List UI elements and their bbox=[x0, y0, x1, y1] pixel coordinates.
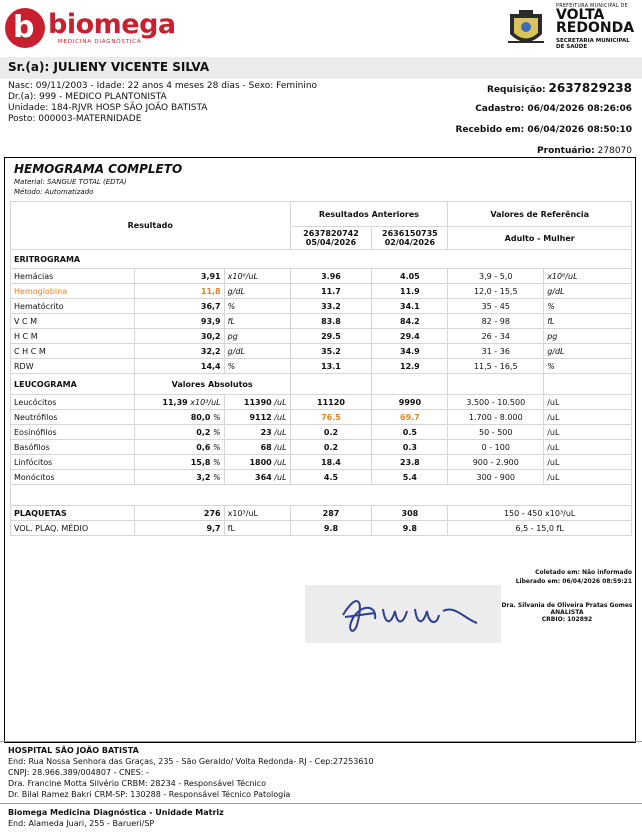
prev2-id: 2636150735 bbox=[382, 229, 438, 238]
analyte-ref: 12,0 - 15,5 bbox=[448, 284, 544, 299]
analyte-prev1: 4.5 bbox=[290, 470, 372, 485]
plaq-value: 276 bbox=[134, 506, 224, 521]
collected-date: Coletado em: Não informado bbox=[535, 569, 632, 576]
analyte-unit: x10⁶/uL bbox=[224, 269, 290, 284]
analyte-name: Leucócitos bbox=[11, 395, 135, 410]
table-row bbox=[11, 395, 632, 410]
table-row bbox=[11, 344, 632, 359]
analyte-value: 80,0 bbox=[190, 412, 211, 422]
analyte-name: Linfócitos bbox=[11, 455, 135, 470]
analyte-name: Hematócrito bbox=[11, 299, 135, 314]
analyte-prev2: 4.05 bbox=[372, 269, 448, 284]
biomega-logo-letter: b bbox=[13, 10, 35, 45]
analyte-absolute bbox=[224, 470, 290, 485]
prev1-date: 05/04/2026 bbox=[305, 238, 357, 247]
eritrograma-rows bbox=[11, 269, 632, 374]
analyte-ref-unit: fL bbox=[544, 314, 632, 329]
plaq-name: PLAQUETAS bbox=[11, 506, 135, 521]
analyte-ref: 900 - 2.900 bbox=[448, 455, 544, 470]
vpm-prev1: 9.8 bbox=[290, 521, 372, 536]
requisition-label: Requisição: bbox=[487, 85, 546, 95]
analyte-unit: % bbox=[213, 442, 221, 452]
hospital-address: End: Rua Nossa Senhora das Graças, 235 - São Geraldo/ Volta Redonda- RJ - Cep:27253610 bbox=[8, 757, 374, 766]
analyte-value: 32,2 bbox=[134, 344, 224, 359]
secretaria-line1: SECRETARIA MUNICIPAL bbox=[556, 38, 630, 44]
prontuario-label: Prontuário: bbox=[537, 146, 595, 156]
analyte-prev1: 11120 bbox=[290, 395, 372, 410]
analyte-ref-unit: /uL bbox=[544, 410, 632, 425]
hospital-title: HOSPITAL SÃO JOÃO BATISTA bbox=[8, 746, 139, 755]
city-name-line2: REDONDA bbox=[556, 20, 635, 36]
analyte-unit: % bbox=[213, 427, 221, 437]
analyte-value: 0,6 bbox=[196, 442, 211, 452]
header-referencia: Valores de Referência bbox=[448, 202, 632, 227]
footer-divider bbox=[0, 741, 642, 742]
analyte-prev2: 12.9 bbox=[372, 359, 448, 374]
analyte-prev1: 33.2 bbox=[290, 299, 372, 314]
plaq-ref: 150 - 450 x10³/uL bbox=[448, 506, 632, 521]
prev1-header bbox=[290, 227, 372, 250]
analyte-relative bbox=[134, 410, 224, 425]
analyte-prev2: 0.5 bbox=[372, 425, 448, 440]
analyte-absolute bbox=[224, 395, 290, 410]
analyte-abs-value: 9112 bbox=[249, 412, 272, 422]
analyte-prev2: 69.7 bbox=[372, 410, 448, 425]
analyte-relative bbox=[134, 440, 224, 455]
analyte-absolute bbox=[224, 410, 290, 425]
analyte-ref-unit: /uL bbox=[544, 425, 632, 440]
analyte-abs-unit: /uL bbox=[274, 457, 287, 467]
analyte-unit: fL bbox=[224, 314, 290, 329]
hospital-cnpj: CNPJ: 28.966.389/004807 - CNES: - bbox=[8, 768, 149, 777]
analyte-name: H C M bbox=[11, 329, 135, 344]
vpm-unit: fL bbox=[224, 521, 290, 536]
analyst-name: Dra. Silvania de Oliveira Pratas Gomes bbox=[501, 602, 633, 609]
section-row bbox=[11, 374, 632, 395]
table-row bbox=[11, 269, 632, 284]
city-name-line1: VOLTA bbox=[556, 7, 605, 23]
analyte-name: Neutrófilos bbox=[11, 410, 135, 425]
prontuario bbox=[537, 146, 632, 156]
analyte-unit: pg bbox=[224, 329, 290, 344]
prefeitura-label: PREFEITURA MUNICIPAL DE bbox=[556, 4, 628, 9]
requisition-number: 2637829238 bbox=[548, 81, 632, 95]
prev2-date: 02/04/2026 bbox=[384, 238, 436, 247]
table-header-row bbox=[11, 202, 632, 227]
released-date: Liberado em: 06/04/2026 08:59:21 bbox=[515, 578, 632, 585]
spacer-row bbox=[11, 485, 632, 506]
prev1-id: 2637820742 bbox=[303, 229, 359, 238]
exam-title: HEMOGRAMA COMPLETO bbox=[14, 162, 183, 176]
analyte-value: 11,39 bbox=[162, 397, 188, 407]
table-row bbox=[11, 284, 632, 299]
plaq-prev1: 287 bbox=[290, 506, 372, 521]
analyte-name: Basófilos bbox=[11, 440, 135, 455]
analyte-prev1: 3.96 bbox=[290, 269, 372, 284]
analyte-prev1: 11.7 bbox=[290, 284, 372, 299]
analyte-ref: 31 - 36 bbox=[448, 344, 544, 359]
volta-redonda-crest-icon bbox=[502, 6, 550, 52]
analyte-value: 15,8 bbox=[190, 457, 211, 467]
analyst-role: ANALISTA bbox=[550, 609, 584, 616]
analyte-prev1: 83.8 bbox=[290, 314, 372, 329]
secretaria-line2: DE SAÚDE bbox=[556, 44, 588, 50]
analyte-unit: % bbox=[213, 472, 221, 482]
cadastro-date: Cadastro: 06/04/2026 08:26:06 bbox=[475, 104, 632, 114]
analyte-name: Eosinófilos bbox=[11, 425, 135, 440]
analyte-ref: 50 - 500 bbox=[448, 425, 544, 440]
analyte-abs-value: 1800 bbox=[249, 457, 272, 467]
analyte-ref: 3,9 - 5,0 bbox=[448, 269, 544, 284]
analyst-info bbox=[500, 602, 634, 623]
analyte-prev2: 9990 bbox=[372, 395, 448, 410]
analyte-abs-unit: /uL bbox=[274, 442, 287, 452]
prontuario-number: 278070 bbox=[597, 146, 632, 156]
analyte-abs-unit: /uL bbox=[274, 397, 287, 407]
analyte-value: 36,7 bbox=[134, 299, 224, 314]
header-resultado: Resultado bbox=[11, 202, 291, 250]
analyte-abs-unit: /uL bbox=[274, 472, 287, 482]
analyte-prev1: 0.2 bbox=[290, 425, 372, 440]
biomega-title: Biomega Medicina Diagnóstica - Unidade Matriz bbox=[8, 808, 224, 817]
analyte-value: 3,2 bbox=[196, 472, 211, 482]
analyte-ref-unit: /uL bbox=[544, 395, 632, 410]
table-row bbox=[11, 329, 632, 344]
analyte-value: 30,2 bbox=[134, 329, 224, 344]
exam-material: Material: SANGUE TOTAL (EDTA) bbox=[14, 178, 127, 186]
analyte-prev2: 34.9 bbox=[372, 344, 448, 359]
analyte-abs-value: 11390 bbox=[243, 397, 272, 407]
analyte-abs-value: 68 bbox=[260, 442, 272, 452]
analyte-unit: % bbox=[213, 412, 221, 422]
analyte-relative bbox=[134, 470, 224, 485]
header-absolutos: Valores Absolutos bbox=[134, 374, 290, 395]
analyte-prev2: 5.4 bbox=[372, 470, 448, 485]
table-row bbox=[11, 410, 632, 425]
analyte-ref: 82 - 98 bbox=[448, 314, 544, 329]
analyte-name: RDW bbox=[11, 359, 135, 374]
analyte-ref: 0 - 100 bbox=[448, 440, 544, 455]
analyte-absolute bbox=[224, 455, 290, 470]
analyte-ref-unit: g/dL bbox=[544, 284, 632, 299]
vpm-prev2: 9.8 bbox=[372, 521, 448, 536]
analyte-prev2: 84.2 bbox=[372, 314, 448, 329]
analyte-name: Monócitos bbox=[11, 470, 135, 485]
results-table bbox=[10, 201, 632, 536]
analyte-ref-unit: /uL bbox=[544, 455, 632, 470]
analyte-unit: x10³/uL bbox=[190, 397, 221, 407]
report-header bbox=[0, 0, 642, 56]
section-leucograma: LEUCOGRAMA bbox=[11, 374, 135, 395]
vpm-ref: 6,5 - 15,0 fL bbox=[448, 521, 632, 536]
analyte-ref-unit: % bbox=[544, 299, 632, 314]
analyte-ref-unit: /uL bbox=[544, 440, 632, 455]
analyte-ref: 3.500 - 10.500 bbox=[448, 395, 544, 410]
table-row bbox=[11, 359, 632, 374]
analyte-value: 3,91 bbox=[134, 269, 224, 284]
analyte-abs-value: 23 bbox=[260, 427, 272, 437]
analyte-ref-unit: x10⁶/uL bbox=[544, 269, 632, 284]
analyte-ref-unit: pg bbox=[544, 329, 632, 344]
plaq-prev2: 308 bbox=[372, 506, 448, 521]
section-eritrograma: ERITROGRAMA bbox=[11, 250, 632, 269]
analyte-prev1: 76.5 bbox=[290, 410, 372, 425]
biomega-address: End: Alameda Juari, 255 - Barueri/SP bbox=[8, 819, 155, 828]
analyte-prev1: 35.2 bbox=[290, 344, 372, 359]
patient-birth-line: Nasc: 09/11/2003 - Idade: 22 anos 4 meses 28 dias - Sexo: Feminino bbox=[8, 81, 318, 91]
analyte-prev2: 0.3 bbox=[372, 440, 448, 455]
analyte-prev1: 29.5 bbox=[290, 329, 372, 344]
table-row bbox=[11, 455, 632, 470]
analyte-prev2: 11.9 bbox=[372, 284, 448, 299]
analyte-value: 0,2 bbox=[196, 427, 211, 437]
analyte-unit: g/dL bbox=[224, 344, 290, 359]
requisition bbox=[487, 81, 632, 95]
signature-image bbox=[305, 585, 501, 643]
hospital-tech1: Dra. Francine Motta Silvério CRBM: 28234 - Responsável Técnico bbox=[8, 779, 266, 788]
analyte-abs-unit: /uL bbox=[274, 427, 287, 437]
table-row bbox=[11, 506, 632, 521]
analyte-ref: 300 - 900 bbox=[448, 470, 544, 485]
analyte-ref-unit: /uL bbox=[544, 470, 632, 485]
table-row bbox=[11, 299, 632, 314]
vpm-name: VOL. PLAQ. MÉDIO bbox=[11, 521, 135, 536]
analyte-ref: 1.700 - 8.000 bbox=[448, 410, 544, 425]
hospital-tech2: Dr. Bilal Ramez Bakri CRM-SP: 130288 - Responsável Técnico Patologia bbox=[8, 790, 291, 799]
patient-doctor-line: Dr.(a): 999 - MEDICO PLANTONISTA bbox=[8, 92, 167, 102]
plaq-unit: x10³/uL bbox=[224, 506, 290, 521]
analyst-crbio: CRBIO: 102892 bbox=[541, 616, 593, 623]
table-row bbox=[11, 425, 632, 440]
analyte-abs-value: 364 bbox=[255, 472, 272, 482]
patient-post-line: Posto: 000003-MATERNIDADE bbox=[8, 114, 142, 124]
analyte-unit: % bbox=[224, 359, 290, 374]
header-anteriores: Resultados Anteriores bbox=[290, 202, 448, 227]
patient-unit-line: Unidade: 184-RJVR HOSP SÃO JOÃO BATISTA bbox=[8, 103, 208, 113]
exam-method: Método: Automatizado bbox=[14, 188, 94, 196]
analyte-value: 11,8 bbox=[134, 284, 224, 299]
brand-subtitle: MEDICINA DIAGNÓSTICA bbox=[58, 39, 142, 45]
analyte-absolute bbox=[224, 425, 290, 440]
prev2-header bbox=[372, 227, 448, 250]
analyte-relative bbox=[134, 395, 224, 410]
analyte-prev1: 18.4 bbox=[290, 455, 372, 470]
analyte-unit: % bbox=[213, 457, 221, 467]
received-date: Recebido em: 06/04/2026 08:50:10 bbox=[455, 125, 632, 135]
secretaria-label bbox=[556, 38, 630, 50]
analyte-prev2: 23.8 bbox=[372, 455, 448, 470]
section-row bbox=[11, 250, 632, 269]
table-row bbox=[11, 314, 632, 329]
analyte-prev2: 34.1 bbox=[372, 299, 448, 314]
analyte-prev1: 13.1 bbox=[290, 359, 372, 374]
analyte-value: 14,4 bbox=[134, 359, 224, 374]
analyte-unit: g/dL bbox=[224, 284, 290, 299]
analyte-abs-unit: /uL bbox=[274, 412, 287, 422]
leucograma-rows bbox=[11, 395, 632, 485]
analyte-name: Hemoglobina bbox=[11, 284, 135, 299]
table-row bbox=[11, 470, 632, 485]
analyte-name: V C M bbox=[11, 314, 135, 329]
analyte-value: 93,9 bbox=[134, 314, 224, 329]
analyte-prev1: 0.2 bbox=[290, 440, 372, 455]
analyte-unit: % bbox=[224, 299, 290, 314]
analyte-relative bbox=[134, 425, 224, 440]
analyte-ref: 35 - 45 bbox=[448, 299, 544, 314]
patient-name: Sr.(a): JULIENY VICENTE SILVA bbox=[8, 60, 210, 74]
analyte-relative bbox=[134, 455, 224, 470]
analyte-name: Hemácias bbox=[11, 269, 135, 284]
table-row bbox=[11, 440, 632, 455]
analyte-ref: 26 - 34 bbox=[448, 329, 544, 344]
vpm-value: 9,7 bbox=[134, 521, 224, 536]
analyte-ref-unit: % bbox=[544, 359, 632, 374]
analyte-prev2: 29.4 bbox=[372, 329, 448, 344]
brand-name: biomega bbox=[48, 9, 176, 40]
analyte-absolute bbox=[224, 440, 290, 455]
ref-group: Adulto - Mulher bbox=[448, 227, 632, 250]
analyte-name: C H C M bbox=[11, 344, 135, 359]
footer-divider-2 bbox=[0, 803, 642, 804]
table-row bbox=[11, 521, 632, 536]
analyte-ref: 11,5 - 16,5 bbox=[448, 359, 544, 374]
analyte-ref-unit: g/dL bbox=[544, 344, 632, 359]
city-name bbox=[556, 9, 634, 35]
